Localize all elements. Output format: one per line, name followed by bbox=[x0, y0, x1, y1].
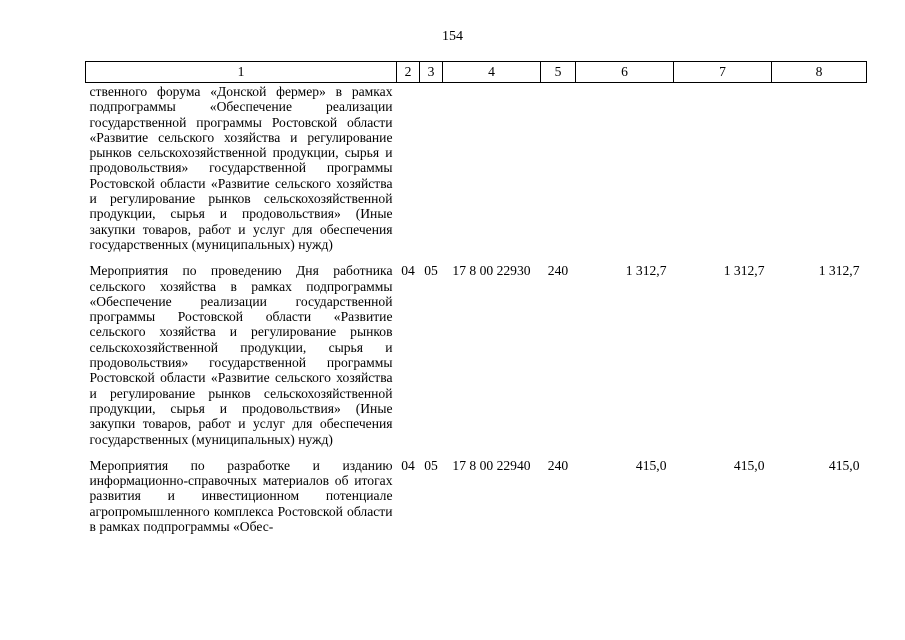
row-amount-col6: 1 312,7 bbox=[625, 263, 667, 279]
column-header-3: 3 bbox=[420, 62, 443, 83]
column-header-4: 4 bbox=[443, 62, 541, 83]
row-expense-type bbox=[541, 83, 576, 263]
row-section-code: 04 bbox=[401, 263, 415, 279]
row-amount-col6 bbox=[576, 83, 674, 263]
column-header-6: 6 bbox=[576, 62, 674, 83]
row-target-article: 17 8 00 22940 bbox=[452, 457, 531, 473]
row-description: Мероприятия по разработке и изданию информационно-справочных материалов об итогах развития и инвестиционном потенциале агропромышленного комплекса Ростовской области в рамках подпрограммы «Обес- bbox=[89, 457, 393, 535]
row-description: ственного форума «Донской фермер» в рамках подпрограммы «Обеспечение реализации государственной программы Ростовской области «Развитие сельского хозяйства и регулирование рынков сельскохозяйственной продукции, сырья и продовольствия» государственной программы Ростовской области «Развитие сельского хозяйства и регулирование рынков сельскохозяйственной продукции, сырья и продовольствия» (Иные закупки товаров, работ и услуг для обеспечения государственных (муниципальных) нужд) bbox=[89, 84, 393, 252]
row-expense-type: 240 bbox=[547, 263, 569, 279]
row-amount-col8: 1 312,7 bbox=[818, 263, 860, 279]
table-row bbox=[86, 262, 867, 457]
row-amount-col8 bbox=[772, 83, 867, 263]
budget-table bbox=[85, 61, 867, 544]
column-header-8: 8 bbox=[772, 62, 867, 83]
row-section-code bbox=[397, 83, 420, 263]
row-target-article bbox=[443, 83, 541, 263]
row-subsection-code: 05 bbox=[424, 457, 438, 473]
column-header-5: 5 bbox=[541, 62, 576, 83]
row-description: Мероприятия по проведению Дня работника сельского хозяйства в рамках подпрограммы «Обеспечение реализации государственной программы Ростовской области «Развитие сельского хозяйства и регулирование рынков сельскохозяйственной продукции, сырья и продовольствия» государственной программы Ростовской области «Развитие сельского хозяйства и регулирование рынков сельскохозяйственной продукции, сырья и продовольствия» (Иные закупки товаров, работ и услуг для обеспечения государственных (муниципальных) нужд) bbox=[89, 263, 393, 447]
row-subsection-code: 05 bbox=[424, 263, 438, 279]
table-row bbox=[86, 457, 867, 544]
row-subsection-code bbox=[420, 83, 443, 263]
row-amount-col6: 415,0 bbox=[635, 457, 667, 473]
column-header-1: 1 bbox=[86, 62, 397, 83]
table-row bbox=[86, 83, 867, 263]
row-amount-col7 bbox=[674, 83, 772, 263]
column-header-2: 2 bbox=[397, 62, 420, 83]
row-amount-col7: 415,0 bbox=[733, 457, 765, 473]
table-header-row bbox=[86, 62, 867, 83]
row-expense-type: 240 bbox=[547, 457, 569, 473]
row-section-code: 04 bbox=[401, 457, 415, 473]
page-number: 154 bbox=[442, 29, 463, 44]
column-header-7: 7 bbox=[674, 62, 772, 83]
row-amount-col8: 415,0 bbox=[828, 457, 860, 473]
row-target-article: 17 8 00 22930 bbox=[452, 263, 531, 279]
row-amount-col7: 1 312,7 bbox=[723, 263, 765, 279]
